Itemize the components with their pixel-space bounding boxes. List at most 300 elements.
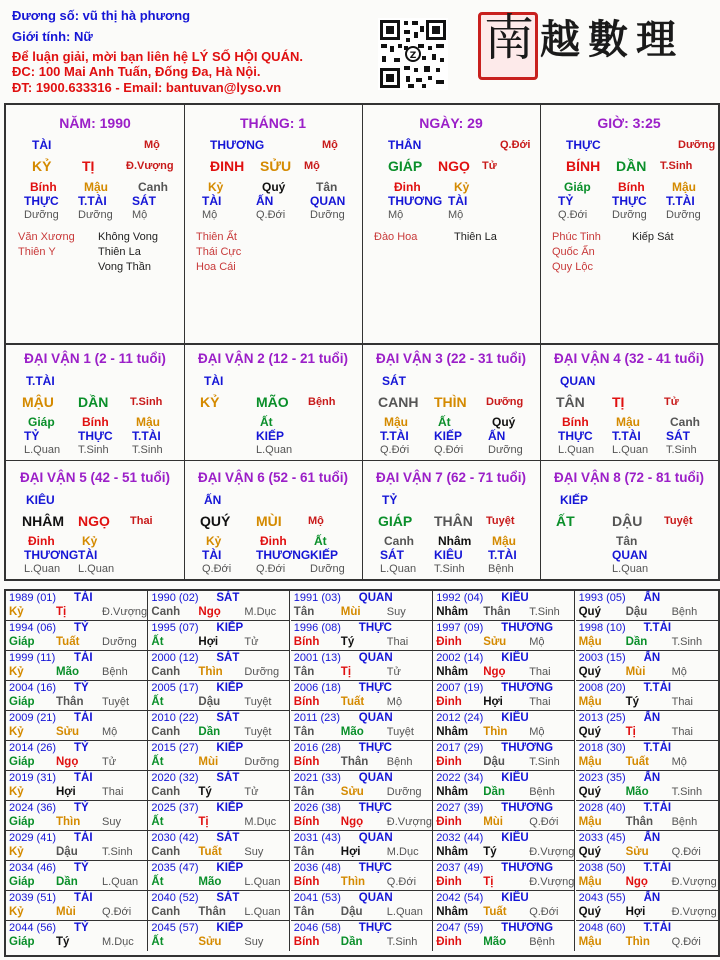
year-can: Tân: [293, 606, 315, 618]
hidden-life: Dưỡng: [24, 209, 59, 221]
year-label: 2024 (36): [9, 802, 57, 814]
hidden-life: L.Quan: [78, 563, 115, 575]
year-label: 2037 (49): [436, 862, 484, 874]
year-life: Q.Đới: [529, 816, 559, 828]
hidden-god: TÀI: [202, 548, 222, 562]
dai-van-title: ĐẠI VẬN 4 (32 - 41 tuổi): [553, 351, 705, 366]
year-cell: [576, 831, 718, 861]
year-can: Tân: [293, 906, 315, 918]
year-can: Giáp: [9, 696, 35, 708]
year-sao: TÀI: [74, 832, 93, 844]
year-sao: KIÊU: [501, 712, 529, 724]
star-good: Phúc Tinh: [552, 231, 601, 243]
pillar-column: [362, 105, 541, 343]
dai-van-sao: T.TÀI: [26, 374, 55, 388]
year-life: L.Quan: [244, 876, 281, 888]
year-sao: TÀI: [74, 652, 93, 664]
pillar-title: THÁNG: 1: [239, 115, 307, 131]
year-life: Tuyệt: [102, 696, 130, 708]
year-chi: Mùi: [56, 906, 76, 918]
year-sao: THƯƠNG: [501, 742, 554, 754]
year-life: L.Quan: [102, 876, 139, 888]
year-chi: Thìn: [198, 666, 223, 678]
year-sao: TÀI: [74, 892, 93, 904]
year-chi: Dậu: [625, 606, 648, 618]
pillar-note: Mộ: [304, 160, 320, 172]
year-label: 2042 (54): [436, 892, 484, 904]
year-chi: Tị: [483, 876, 494, 888]
year-cell: [576, 771, 718, 801]
year-chi: Sửu: [198, 936, 222, 948]
year-life: Tuyệt: [244, 726, 272, 738]
year-label: 1992 (04): [436, 592, 484, 604]
year-chi: Dần: [340, 936, 363, 948]
pillar-note: Đ.Vượng: [126, 160, 174, 172]
year-sao: TỶ: [74, 742, 89, 754]
hidden-god: KIẾP: [256, 429, 285, 443]
logo-brand-text: 越數理: [540, 16, 684, 63]
hidden-life: Q.Đới: [380, 444, 410, 456]
dai-van-chi: THÂN: [434, 513, 473, 529]
qr-code-icon[interactable]: [378, 18, 448, 90]
year-sao: TÀI: [74, 712, 93, 724]
year-chi: Tuất: [483, 906, 507, 918]
pillar-title: NGÀY: 29: [419, 115, 483, 131]
hidden-god: THỰC: [558, 429, 593, 443]
year-can: Quý: [578, 906, 601, 918]
year-chi: Hợi: [198, 636, 219, 648]
year-chi: Dần: [483, 786, 505, 798]
year-can: Quý: [578, 666, 601, 678]
year-label: 2008 (20): [578, 682, 626, 694]
year-cell: [433, 681, 575, 711]
year-label: 1995 (07): [151, 622, 199, 634]
year-sao: QUAN: [358, 772, 393, 784]
dai-van-chi: NGỌ: [78, 513, 110, 529]
year-can: Tân: [293, 846, 315, 858]
year-can: Bính: [293, 936, 320, 948]
year-sao: TỶ: [74, 862, 89, 874]
year-sao: KIÊU: [501, 832, 529, 844]
year-life: M.Dục: [386, 846, 419, 858]
year-life: Thai: [529, 696, 551, 708]
year-cell: [6, 891, 148, 921]
hidden-life: L.Quan: [24, 444, 61, 456]
year-life: Thai: [671, 696, 693, 708]
hidden-stem: Mậu: [616, 415, 640, 429]
pillar-chi: NGỌ: [438, 158, 470, 174]
hidden-stem: Mậu: [136, 415, 160, 429]
year-sao: SÁT: [216, 892, 240, 904]
year-can: Mậu: [578, 636, 602, 648]
year-can: Đinh: [436, 756, 462, 768]
year-sao: KIÊU: [501, 652, 529, 664]
year-can: Canh: [151, 906, 181, 918]
year-cell: [291, 891, 433, 921]
hidden-god: SÁT: [666, 429, 690, 443]
year-sao: QUAN: [358, 832, 393, 844]
year-life: Mộ: [671, 756, 687, 768]
year-chi: Tý: [198, 786, 212, 798]
year-label: 2034 (46): [9, 862, 57, 874]
year-can: Kỷ: [9, 606, 24, 618]
year-can: Đinh: [436, 936, 462, 948]
year-sao: KIẾP: [216, 922, 244, 934]
year-label: 2046 (58): [293, 922, 341, 934]
year-label: 2029 (41): [9, 832, 57, 844]
hidden-god: THƯƠNG: [24, 548, 79, 562]
year-can: Nhâm: [436, 606, 469, 618]
year-chi: Thìn: [340, 876, 366, 888]
year-sao: KIẾP: [216, 682, 244, 694]
year-can: Quý: [578, 726, 601, 738]
year-can: Bính: [293, 636, 320, 648]
year-cell: [291, 771, 433, 801]
year-cell: [148, 711, 290, 741]
year-life: Bệnh: [671, 606, 698, 618]
year-can: Bính: [293, 696, 320, 708]
hidden-life: Dưỡng: [78, 209, 113, 221]
year-chi: Mùi: [625, 666, 646, 678]
year-label: 2045 (57): [151, 922, 199, 934]
year-can: Mậu: [578, 816, 602, 828]
year-label: 1994 (06): [9, 622, 57, 634]
year-can: Ất: [151, 876, 164, 888]
hidden-life: T.Sinh: [132, 444, 163, 456]
dai-van-cell: [540, 341, 718, 461]
hidden-life: L.Quan: [380, 563, 417, 575]
hidden-stem: Giáp: [564, 180, 591, 194]
dai-van-cell: [184, 460, 363, 579]
year-life: T.Sinh: [386, 936, 418, 948]
year-sao: ẤN: [643, 652, 661, 664]
year-chi: Sửu: [625, 846, 649, 858]
year-label: 2019 (31): [9, 772, 57, 784]
hidden-stem: Đinh: [28, 534, 55, 548]
year-can: Nhâm: [436, 726, 469, 738]
hidden-life: L.Quan: [24, 563, 61, 575]
year-life: Q.Đới: [386, 876, 417, 888]
year-life: T.Sinh: [671, 636, 703, 648]
pillar-note: T.Sinh: [660, 160, 693, 172]
year-cell: [6, 591, 148, 621]
pillar-column: [184, 105, 363, 343]
year-label: 2002 (14): [436, 652, 484, 664]
star-good: Quốc Ấn: [552, 246, 595, 258]
year-cell: [6, 801, 148, 831]
dai-van-title: ĐẠI VẬN 2 (12 - 21 tuổi): [197, 351, 349, 366]
year-chi: Dần: [56, 876, 78, 888]
year-label: 2006 (18): [293, 682, 341, 694]
year-sao: KIẾP: [216, 862, 244, 874]
year-life: Q.Đới: [529, 906, 559, 918]
pillar-sao-right: Mộ: [322, 139, 338, 151]
year-label: 2013 (25): [578, 712, 626, 724]
year-can: Kỷ: [9, 726, 24, 738]
year-label: 2033 (45): [578, 832, 626, 844]
year-life: Dưỡng: [386, 786, 422, 798]
year-life: Bệnh: [102, 666, 128, 678]
year-sao: TÀI: [74, 592, 93, 604]
year-can: Bính: [293, 876, 320, 888]
year-label: 2011 (23): [293, 712, 341, 724]
year-sao: SÁT: [216, 592, 240, 604]
star-bad: Thiên La: [98, 246, 141, 258]
year-cell: [576, 741, 718, 771]
year-label: 1993 (05): [578, 592, 626, 604]
year-chi: Ngọ: [56, 756, 79, 768]
year-sao: THỰC: [358, 682, 392, 694]
year-can: Ất: [151, 936, 164, 948]
hidden-god: THƯƠNG: [256, 548, 311, 562]
year-cell: [433, 801, 575, 831]
year-cell: [291, 681, 433, 711]
hidden-god: QUAN: [612, 548, 648, 562]
year-sao: TỶ: [74, 682, 89, 694]
year-sao: T.TÀI: [643, 742, 672, 754]
year-can: Bính: [293, 816, 320, 828]
year-cell: [148, 891, 290, 921]
year-label: 2031 (43): [293, 832, 341, 844]
year-sao: T.TÀI: [643, 802, 672, 814]
year-chi: Hợi: [56, 786, 76, 798]
year-label: 2005 (17): [151, 682, 199, 694]
year-cell: [291, 711, 433, 741]
dai-van-note: Tuyệt: [664, 515, 693, 527]
year-chi: Dần: [625, 636, 648, 648]
year-life: Suy: [102, 816, 121, 828]
year-sao: T.TÀI: [643, 682, 672, 694]
hidden-stem: Quý: [262, 180, 286, 194]
year-chi: Mão: [340, 726, 364, 738]
year-can: Tân: [293, 786, 315, 798]
year-sao: QUAN: [358, 592, 393, 604]
year-life: L.Quan: [386, 906, 423, 918]
year-label: 2039 (51): [9, 892, 57, 904]
hidden-god: SÁT: [132, 194, 156, 208]
dai-van-sao: KIÊU: [26, 493, 55, 507]
year-sao: TÀI: [74, 772, 93, 784]
dai-van-title: ĐẠI VẬN 3 (22 - 31 tuổi): [375, 351, 527, 366]
year-life: M.Dục: [102, 936, 134, 948]
year-cell: [576, 711, 718, 741]
year-can: Canh: [151, 786, 181, 798]
pillar-chi: DẦN: [616, 158, 647, 174]
pillar-can: ĐINH: [210, 158, 245, 174]
hidden-life: Dưỡng: [666, 209, 701, 221]
star-good: Thái Cực: [196, 246, 242, 258]
hidden-stem: Bính: [562, 415, 589, 429]
year-chi: Mão: [625, 786, 649, 798]
year-can: Kỷ: [9, 786, 24, 798]
year-sao: KIÊU: [501, 892, 529, 904]
year-chi: Sửu: [56, 726, 80, 738]
year-can: Canh: [151, 606, 181, 618]
year-cell: [433, 621, 575, 651]
year-chi: Dậu: [483, 756, 505, 768]
year-chi: Thìn: [625, 936, 650, 948]
year-life: M.Dục: [244, 816, 277, 828]
hidden-god: T.TÀI: [380, 429, 409, 443]
year-cell: [433, 771, 575, 801]
year-can: Bính: [293, 756, 320, 768]
hidden-stem: Canh: [384, 534, 414, 548]
year-life: Bệnh: [386, 756, 413, 768]
year-can: Đinh: [436, 696, 462, 708]
year-life: Thai: [102, 786, 124, 798]
hidden-god: KIÊU: [434, 548, 463, 562]
year-can: Giáp: [9, 756, 35, 768]
dai-van-chi: MÙI: [256, 513, 282, 529]
year-life: Tử: [386, 666, 401, 678]
pillar-note: Tử: [482, 160, 497, 172]
year-sao: TỶ: [74, 622, 89, 634]
year-life: Tử: [244, 636, 259, 648]
year-cell: [291, 741, 433, 771]
dai-van-title: ĐẠI VẬN 5 (42 - 51 tuổi): [19, 470, 171, 485]
year-label: 2035 (47): [151, 862, 199, 874]
year-label: 2016 (28): [293, 742, 341, 754]
year-life: Đ.Vượng: [671, 876, 717, 888]
dai-van-sao: TÀI: [204, 374, 224, 388]
hidden-stem: Giáp: [28, 415, 55, 429]
year-sao: KIÊU: [501, 772, 529, 784]
dai-van-can: QUÝ: [200, 513, 231, 529]
gender-line: Giới tính: Nữ: [12, 29, 93, 44]
dai-van-note: Tuyệt: [486, 515, 515, 527]
pillar-title: NĂM: 1990: [59, 115, 131, 131]
year-cell: [148, 651, 290, 681]
hidden-god: THỰC: [612, 194, 647, 208]
hidden-god: SÁT: [380, 548, 404, 562]
hidden-stem: Nhâm: [438, 534, 472, 548]
hidden-stem: Bính: [82, 415, 109, 429]
year-sao: ẤN: [643, 892, 661, 904]
year-sao: SÁT: [216, 772, 240, 784]
hidden-god: THỰC: [24, 194, 59, 208]
hidden-god: TỶ: [558, 194, 574, 208]
pillar-chi: TỊ: [82, 158, 95, 174]
year-chi: Ngọ: [483, 666, 506, 678]
hidden-stem: Canh: [138, 180, 168, 194]
year-can: Giáp: [9, 936, 35, 948]
year-can: Ất: [151, 756, 164, 768]
year-sao: KIẾP: [216, 742, 244, 754]
year-chi: Mão: [56, 666, 79, 678]
pillar-can: GIÁP: [388, 158, 423, 174]
star-bad: Kiếp Sát: [632, 231, 674, 243]
year-can: Mậu: [578, 936, 602, 948]
hidden-god: TÀI: [448, 194, 468, 208]
year-label: 2010 (22): [151, 712, 199, 724]
year-life: Tử: [102, 756, 117, 768]
pillar-sao-right: Mộ: [144, 139, 160, 151]
year-life: Mộ: [671, 666, 687, 678]
hidden-life: T.Sinh: [78, 444, 109, 456]
years-table: [4, 589, 720, 957]
year-label: 2044 (56): [9, 922, 57, 934]
year-cell: [576, 651, 718, 681]
dai-van-title: ĐẠI VẬN 8 (72 - 81 tuổi): [553, 470, 705, 485]
pillar-title: GIỜ: 3:25: [597, 115, 661, 131]
year-cell: [433, 591, 575, 621]
hidden-life: Mộ: [202, 209, 218, 221]
year-chi: Dậu: [340, 906, 363, 918]
dai-van-cell: [540, 460, 718, 579]
year-chi: Tị: [625, 726, 636, 738]
dai-van-can: GIÁP: [378, 513, 413, 529]
year-chi: Tý: [483, 846, 497, 858]
address-line: ĐC: 100 Mai Anh Tuấn, Đống Đa, Hà Nội.: [12, 64, 261, 79]
year-life: T.Sinh: [671, 786, 703, 798]
year-chi: Sửu: [340, 786, 364, 798]
dai-van-chi: THÌN: [434, 394, 467, 410]
year-cell: [6, 771, 148, 801]
year-cell: [291, 591, 433, 621]
year-can: Giáp: [9, 876, 35, 888]
year-label: 2048 (60): [578, 922, 626, 934]
year-cell: [291, 651, 433, 681]
dai-van-sao: QUAN: [560, 374, 596, 388]
year-label: 2036 (48): [293, 862, 341, 874]
year-chi: Mùi: [198, 756, 219, 768]
year-can: Ất: [151, 696, 164, 708]
year-can: Nhâm: [436, 906, 469, 918]
header: [0, 0, 720, 100]
pillar-chi: SỬU: [260, 158, 292, 174]
year-label: 1998 (10): [578, 622, 626, 634]
dai-van-title: ĐẠI VẬN 7 (62 - 71 tuổi): [375, 470, 527, 485]
year-can: Canh: [151, 846, 181, 858]
year-label: 2025 (37): [151, 802, 199, 814]
year-label: 2023 (35): [578, 772, 626, 784]
hidden-god: T.TÀI: [132, 429, 161, 443]
pillar-can: BÍNH: [566, 158, 601, 174]
dai-van-note: Thai: [130, 515, 153, 527]
year-can: Giáp: [9, 636, 35, 648]
hidden-stem: Tân: [616, 534, 638, 548]
year-sao: THƯƠNG: [501, 682, 554, 694]
dai-van-can: NHÂM: [22, 513, 64, 529]
hidden-stem: Kỷ: [206, 534, 222, 548]
year-life: Tử: [244, 786, 259, 798]
year-sao: THỰC: [358, 622, 392, 634]
year-sao: THƯƠNG: [501, 802, 554, 814]
dai-van-sao: ẤN: [204, 493, 222, 507]
year-cell: [576, 591, 718, 621]
year-label: 1990 (02): [151, 592, 199, 604]
year-label: 2040 (52): [151, 892, 199, 904]
dai-van-can: MẬU: [22, 394, 54, 410]
year-sao: ẤN: [643, 772, 661, 784]
star-bad: Thiên La: [454, 231, 497, 243]
year-chi: Mùi: [483, 816, 503, 828]
year-label: 1999 (11): [9, 652, 56, 664]
year-cell: [6, 831, 148, 861]
year-cell: [148, 591, 290, 621]
year-sao: THƯƠNG: [501, 622, 554, 634]
year-label: 2041 (53): [293, 892, 341, 904]
pillar-sao-left: THỰC: [566, 138, 601, 152]
dai-van-sao: SÁT: [382, 374, 406, 388]
year-label: 2015 (27): [151, 742, 199, 754]
star-good: Thiên Y: [18, 246, 56, 258]
hidden-stem: Canh: [670, 415, 700, 429]
year-can: Đinh: [436, 876, 462, 888]
year-can: Giáp: [9, 816, 35, 828]
year-chi: Tuất: [198, 846, 222, 858]
pillar-can: KỶ: [32, 158, 52, 174]
